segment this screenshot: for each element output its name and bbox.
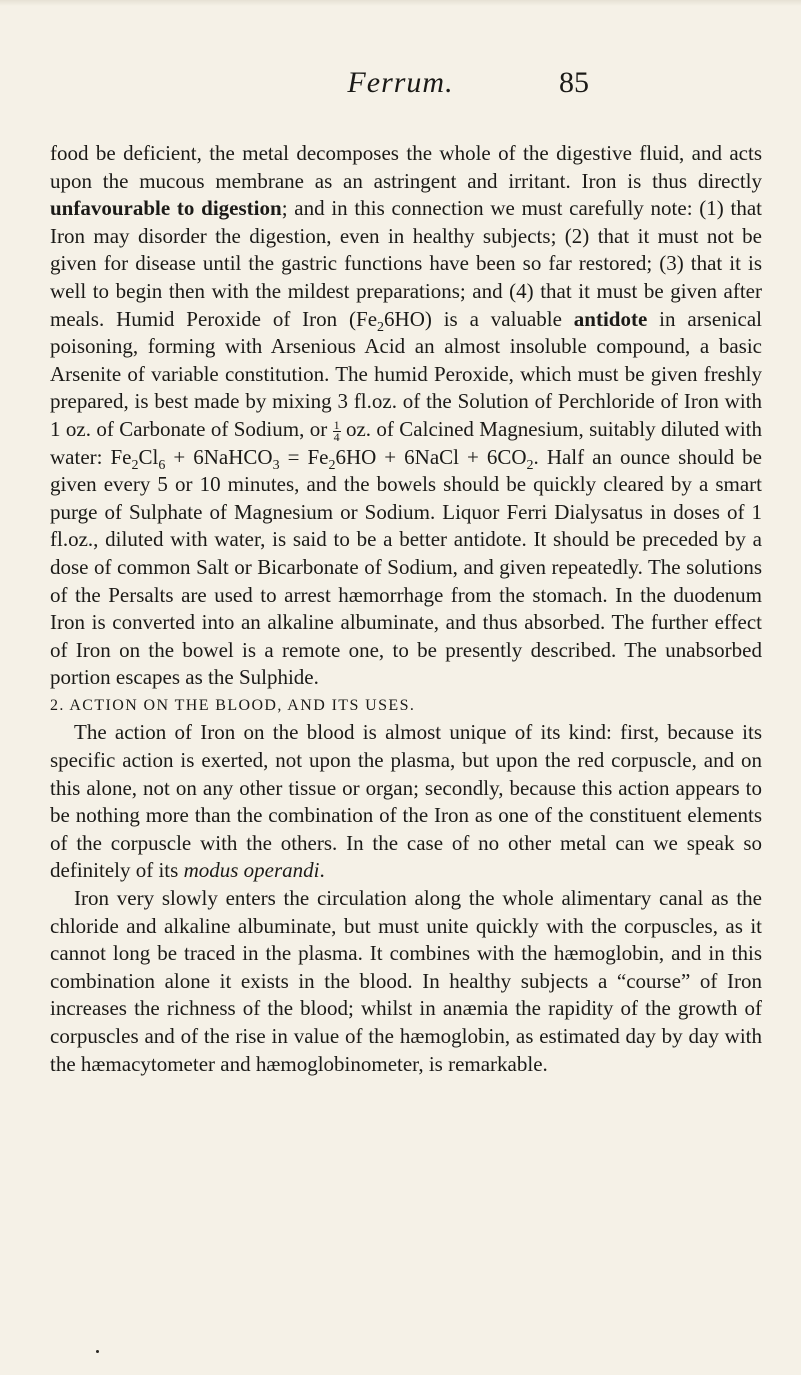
fraction-denominator: 4 — [333, 429, 340, 444]
text-run: in arsenical poisoning, forming with Arsenious Acid an almost insoluble compound, a basic Arsenite of variable constitution. The humid Peroxide, which must be given freshly prepared, is best made by mixing 3 fl.oz. of the Solution of Perchloride of Iron with 1 oz. of Carbonate of Sodium, or — [50, 306, 762, 441]
page-header — [0, 66, 801, 106]
page-number: 85 — [559, 66, 589, 99]
paragraph-iron-digestion — [50, 140, 762, 692]
subscript: 6 — [158, 457, 166, 473]
fraction-one-quarter — [333, 417, 341, 444]
paragraph-circulation: Iron very slowly enters the circulation along the whole alimentary canal as the chloride and alkaline albuminate, but must unite quickly with the corpuscles, as it cannot long be traced in the plasma. It combines with the hæmoglobin, and in this combination alone it exists in the blood. In healthy subjects a “course” of Iron increases the richness of the blood; whilst in anæmia the rapidity of the growth of corpuscles and of the rise in value of the hæmoglobin, as estimated day by day with the hæmacytometer and hæmoglobinometer, is remarkable. — [50, 886, 762, 1076]
paragraph-action-on-blood — [50, 719, 762, 885]
fraction-numerator: 1 — [333, 417, 340, 432]
text-run: 6HO + 6NaCl + 6CO — [335, 444, 527, 469]
text-run: The action of Iron on the blood is almost unique of its kind: first, because its specific action is exerted, not upon the plasma, but upon the red corpuscle, and on this alone, not on any other tissue or organ; secondly, because this action appears to be nothing more than the combination of the Iron as one of the constituent elements of the corpuscle with the others. In the case of no other metal can we speak so definitely of its — [50, 720, 762, 883]
subscript: 2 — [526, 457, 534, 473]
page-body — [50, 140, 762, 1078]
text-run: = Fe — [279, 444, 329, 469]
section-heading: 2. ACTION ON THE BLOOD, AND ITS USES. — [50, 696, 416, 714]
text-run: 6HO) is a valuable — [384, 306, 574, 331]
text-run: + 6NaHCO — [165, 444, 273, 469]
subscript: 3 — [272, 457, 280, 473]
text-run: . Half an ounce should be given every 5 or 10 minutes, and the bowels should be quickly cleared by a smart purge of Sulphate of Magnesium or Sodium. Liquor Ferri Dialysatus in doses of 1 fl.oz., diluted with water, is said to be a better antidote. It should be preceded by a dose of common Salt or Bicarbonate of Sodium, and given repeatedly. The solutions of the Persalts are used to arrest hæmorrhage from the stomach. In the duodenum Iron is converted into an alkaline albuminate, and thus absorbed. The further effect of Iron on the bowel is a remote one, to be presently described. The unabsorbed portion escapes as the Sulphide. — [50, 444, 762, 690]
subscript: 2 — [131, 457, 139, 473]
emphasis-unfavourable-to-digestion: unfavourable to digestion — [50, 196, 282, 221]
text-run: oz. of Calcined Magnesium, suitably diluted with water: Fe — [50, 416, 762, 469]
page-edge — [0, 0, 801, 6]
running-title: Ferrum. — [347, 66, 454, 99]
emphasis-antidote: antidote — [573, 306, 648, 331]
subscript: 2 — [328, 457, 336, 473]
subscript: 2 — [377, 319, 385, 335]
print-speck — [96, 1350, 99, 1353]
emphasis-modus-operandi: modus operandi — [183, 858, 320, 883]
text-run: . — [319, 858, 325, 883]
text-run: food be deficient, the metal decomposes the whole of the digestive fluid, and acts upon the mucous membrane as an astringent and irritant. Iron is thus directly — [50, 141, 762, 193]
text-run: Cl — [138, 444, 159, 469]
text-run: ; and in this connection we must carefully note: (1) that Iron may disorder the digestion, even in healthy subjects; (2) that it must not be given for disease until the gastric functions have been so far restored; (3) that it is well to begin then with the mildest preparations; and (4) that it must be given after meals. Humid Peroxide of Iron (Fe — [50, 196, 762, 331]
